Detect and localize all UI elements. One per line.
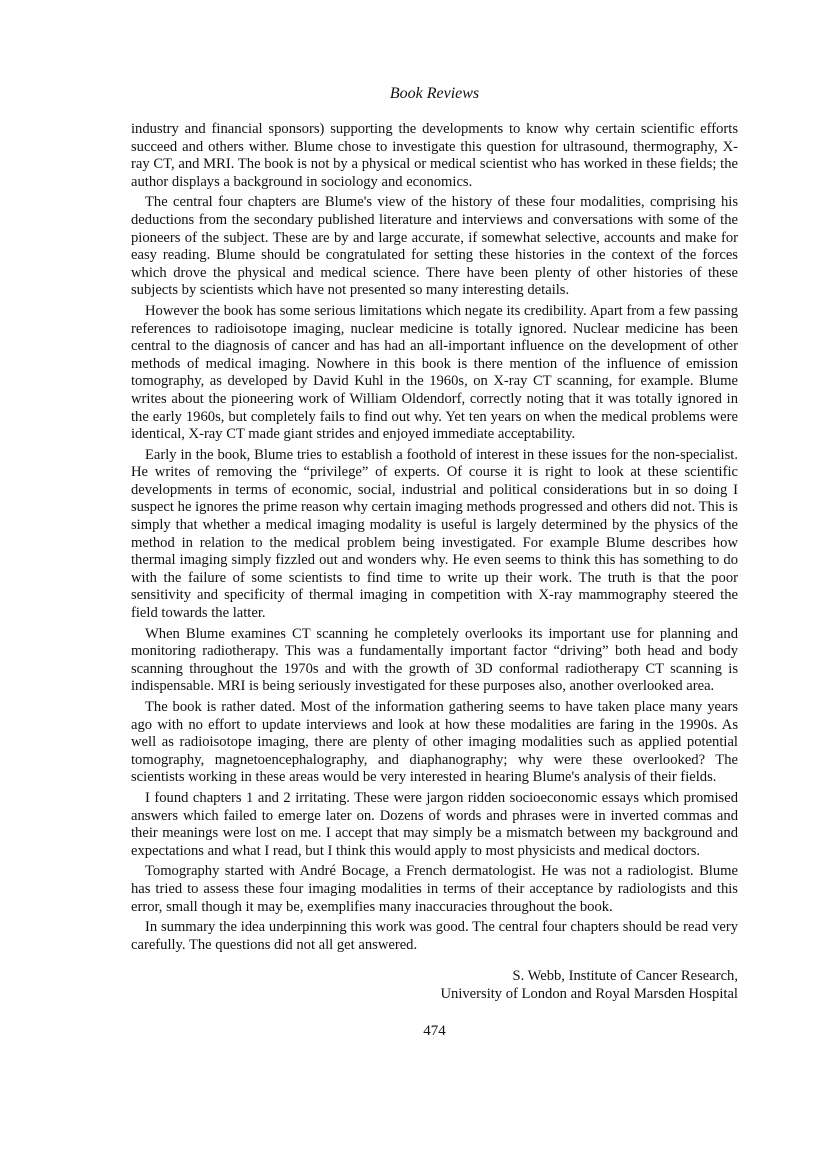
paragraph-4: Early in the book, Blume tries to establish a foothold of interest in these issues for the non-specialist. He writes of removing the “privilege” of experts. Of course it is right to look at these scientific developments in terms of economic, social, industrial and political considerations but in so doing I suspect he ignores the prime reason why certain imaging methods progressed and others did not. This is simply that whether a medical imaging modality is useful is largely determined by the physics of the method in relation to the medical problem being investigated. For example Blume describes how thermal imaging simply fizzled out and wonders why. He even seems to think this has something to do with the failure of some scientists to find time to write up their work. The truth is that the poor sensitivity and specificity of thermal imaging in competition with X-ray mammography steered the field towards the latter. (131, 446, 738, 622)
page-number: 474 (423, 1022, 446, 1039)
review-body (131, 121, 738, 954)
paragraph-5: When Blume examines CT scanning he completely overlooks its important use for planning and monitoring radiotherapy. This was a fundamentally important factor “driving” both head and body scanning throughout the 1970s and with the growth of 3D conformal radiotherapy CT scanning is indispensable. MRI is being seriously investigated for these purposes also, another overlooked area. (131, 625, 738, 695)
paragraph-8: Tomography started with André Bocage, a French dermatologist. He was not a radiologist. Blume has tried to assess these four imaging modalities in terms of their acceptance by radiologists and this error, small though it may be, exemplifies many inaccuracies throughout the book. (131, 863, 738, 915)
reviewer-signature (131, 968, 738, 1003)
running-title: Book Reviews (389, 85, 480, 102)
paragraph-7: I found chapters 1 and 2 irritating. These were jargon ridden socioeconomic essays which promised answers which failed to emerge later on. Dozens of words and phrases were in inverted commas and their meanings were lost on me. I accept that may simply be a mismatch between my background and expectations and what I read, but I think this would apply to most physicists and medical doctors. (131, 789, 738, 859)
paragraph-3: However the book has some serious limitations which negate its credibility. Apart from a few passing references to radioisotope imaging, nuclear medicine is totally ignored. Nuclear medicine has been central to the diagnosis of cancer and has had an all-important influence on the development of other methods of medical imaging. Nowhere in this book is there mention of the influence of emission tomography, as developed by David Kuhl in the 1960s, on X-ray CT scanning, for example. Blume writes about the pioneering work of William Oldendorf, correctly noting that it was totally ignored in the early 1960s, but completely fails to find out why. Yet ten years on when the medical problems were identical, X-ray CT made giant strides and enjoyed immediate acceptability. (131, 302, 738, 443)
paragraph-6: The book is rather dated. Most of the information gathering seems to have taken place many years ago with no effort to update interviews and look at how these modalities are faring in the 1990s. As well as radioisotope imaging, there are plenty of other imaging modalities such as applied potential tomography, magnetoencephalography, and diaphanography; why were these overlooked? The scientists working in these areas would be very interested in hearing Blume's analysis of their fields. (131, 699, 738, 786)
paragraph-1: industry and financial sponsors) supporting the developments to know why certain scientific efforts succeed and others wither. Blume chose to investigate this question for ultrasound, thermography, X-ray CT, and MRI. The book is not by a physical or medical scientist who has worked in these fields; the author displays a background in sociology and economics. (131, 121, 738, 190)
paragraph-2: The central four chapters are Blume's view of the history of these four modalities, comprising his deductions from the secondary published literature and interviews and conversations with some of the pioneers of the subject. These are by and large accurate, if somewhat selective, accounts and make for easy reading. Blume should be congratulated for setting these histories in the context of the forces which drove the physical and medical science. There have been plenty of other histories of these subjects by scientists which have not presented so many interesting details. (131, 194, 738, 299)
paragraph-9: In summary the idea underpinning this work was good. The central four chapters should be read very carefully. The questions did not all get answered. (131, 919, 738, 953)
signature-line-2: University of London and Royal Marsden Hospital (440, 985, 738, 1002)
page (131, 84, 738, 1040)
signature-line-1: S. Webb, Institute of Cancer Research, (512, 968, 738, 985)
